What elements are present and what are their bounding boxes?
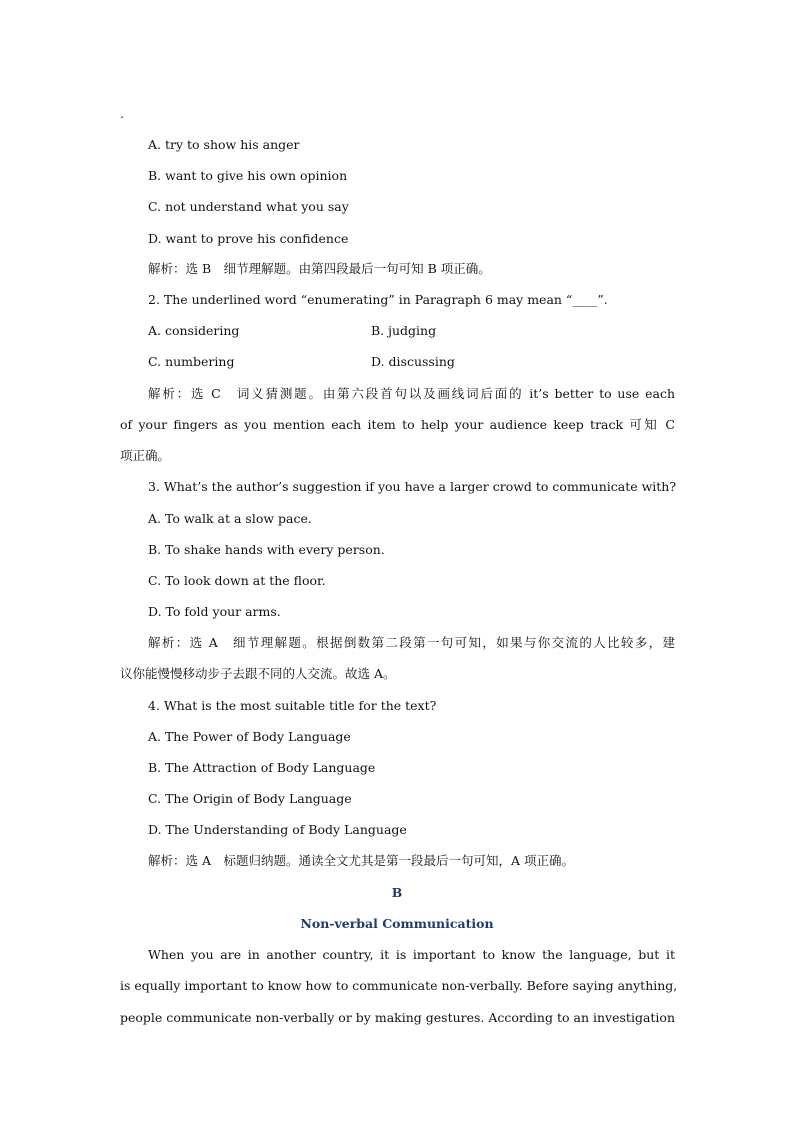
q4-analysis: 解析：选 A 标题归纳题。通读全文尤其是第一段最后一句可知，A 项正确。 — [148, 853, 575, 868]
q2-stem: 2. The underlined word “enumerating” in Paragraph 6 may mean “____”. — [148, 292, 608, 307]
q2-option-a: A. considering — [148, 323, 240, 338]
q1-option-c: C. not understand what you say — [148, 199, 349, 214]
q4-option-a: A. The Power of Body Language — [148, 729, 351, 744]
passage-line-1: When you are in another country, it is important to know the language, but it — [148, 947, 675, 962]
section-letter: B — [391, 885, 403, 900]
top-mark: . — [120, 106, 124, 121]
q1-option-d: D. want to prove his confidence — [148, 231, 349, 246]
q4-option-b: B. The Attraction of Body Language — [148, 760, 376, 775]
q2-analysis-line-3: 项正确。 — [120, 448, 171, 463]
q1-option-b: B. want to give his own opinion — [148, 168, 348, 183]
q3-option-d: D. To fold your arms. — [148, 604, 281, 619]
q3-option-b: B. To shake hands with every person. — [148, 542, 385, 557]
q1-analysis: 解析：选 B 细节理解题。由第四段最后一句可知 B 项正确。 — [148, 261, 491, 276]
q1-option-a: A. try to show his anger — [148, 137, 300, 152]
q3-option-a: A. To walk at a slow pace. — [148, 511, 312, 526]
passage-line-2: is equally important to know how to communicate non-verbally. Before saying anything, — [120, 978, 678, 993]
q2-option-d: D. discussing — [371, 354, 455, 369]
q2-option-c: C. numbering — [148, 354, 235, 369]
q3-analysis-line-1: 解析：选 A 细节理解题。根据倒数第二段第一句可知，如果与你交流的人比较多，建 — [148, 635, 675, 650]
q3-option-c: C. To look down at the floor. — [148, 573, 326, 588]
q2-analysis-line-2: of your fingers as you mention each item to help your audience keep track 可知 C — [120, 417, 675, 432]
passage-line-3: people communicate non-verbally or by making gestures. According to an investigation — [120, 1010, 675, 1025]
q3-analysis-line-2: 议你能慢慢移动步子去跟不同的人交流。故选 A。 — [120, 666, 396, 681]
q4-option-c: C. The Origin of Body Language — [148, 791, 352, 806]
q3-stem: 3. What’s the author’s suggestion if you have a larger crowd to communicate with? — [148, 479, 677, 494]
section-title: Non-verbal Communication — [300, 916, 494, 931]
q4-stem: 4. What is the most suitable title for the text? — [148, 698, 437, 713]
q2-option-b: B. judging — [371, 323, 437, 338]
q4-option-d: D. The Understanding of Body Language — [148, 822, 407, 837]
q2-analysis-line-1: 解析：选 C 词义猜测题。由第六段首句以及画线词后面的 it’s better to use each — [148, 386, 675, 401]
